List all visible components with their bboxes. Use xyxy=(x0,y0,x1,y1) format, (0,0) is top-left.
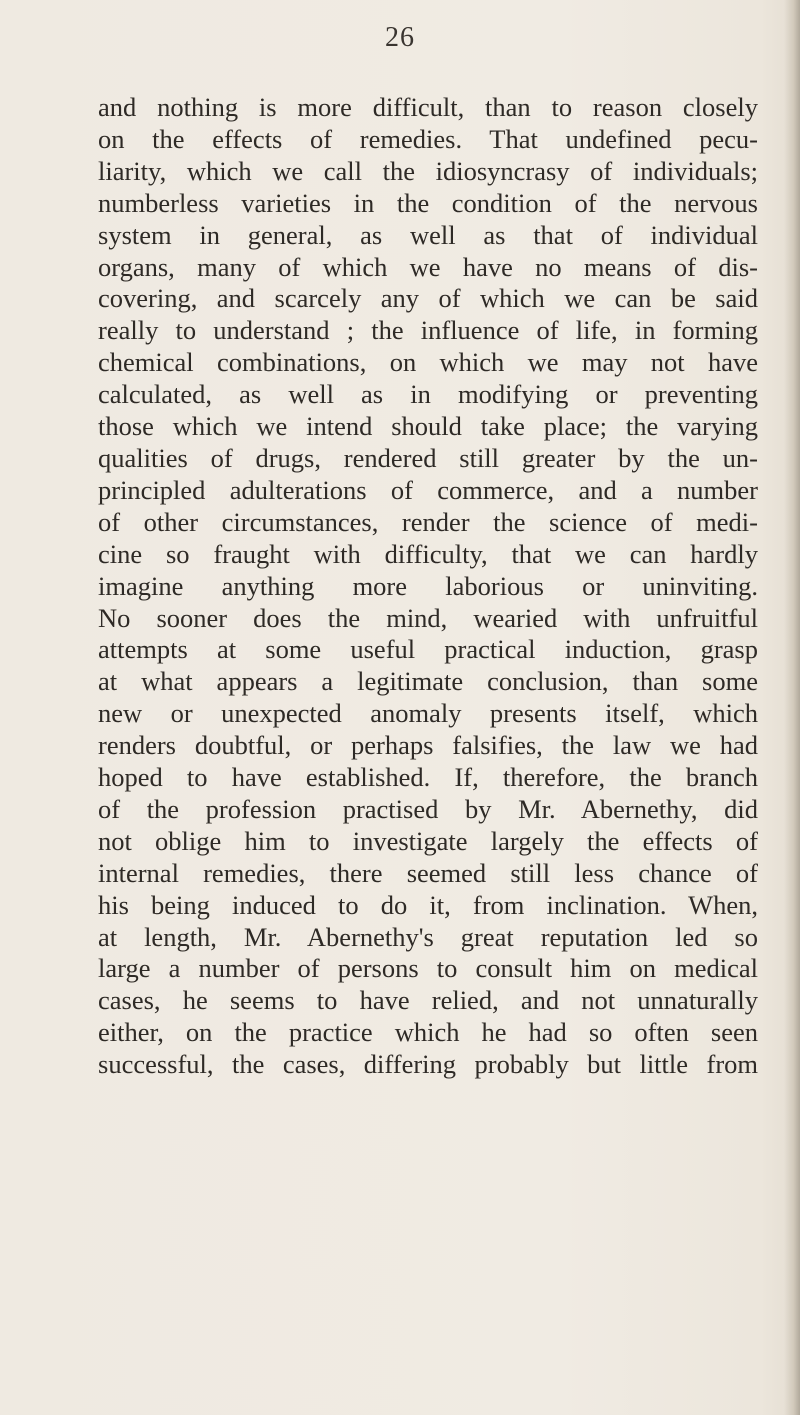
page-number: 26 xyxy=(385,22,415,53)
text-line: of the profession practised by Mr. Abernethy, did xyxy=(98,793,758,824)
body-text xyxy=(98,92,758,1081)
text-line: new or unexpected anomaly presents itself, which xyxy=(98,698,758,729)
page-edge-shadow xyxy=(784,0,800,1415)
text-line: cine so fraught with difficulty, that we can hardly xyxy=(98,538,758,569)
text-line: at what appears a legitimate conclusion, than some xyxy=(98,666,758,697)
text-line: chemical combinations, on which we may not have xyxy=(98,347,758,378)
text-line: those which we intend should take place; the varying xyxy=(98,411,758,442)
text-line: really to understand ; the influence of life, in forming xyxy=(98,315,758,346)
text-line: liarity, which we call the idiosyncrasy of individuals; xyxy=(98,155,758,186)
text-line: covering, and scarcely any of which we can be said xyxy=(98,283,758,314)
text-line: organs, many of which we have no means of dis- xyxy=(98,251,758,282)
text-line: imagine anything more laborious or uninviting. xyxy=(98,570,758,601)
text-line: cases, he seems to have relied, and not unnaturally xyxy=(98,985,758,1016)
text-line: on the effects of remedies. That undefined pecu- xyxy=(98,123,758,154)
text-line: at length, Mr. Abernethy's great reputation led so xyxy=(98,921,758,952)
text-line: either, on the practice which he had so often seen xyxy=(98,1017,758,1048)
text-line: attempts at some useful practical induction, grasp xyxy=(98,634,758,665)
text-line: hoped to have established. If, therefore, the branch xyxy=(98,762,758,793)
text-line: system in general, as well as that of individual xyxy=(98,219,758,250)
text-line: of other circumstances, render the science of medi- xyxy=(98,506,758,537)
text-line: not oblige him to investigate largely the effects of xyxy=(98,825,758,856)
text-line: successful, the cases, differing probably but little from xyxy=(98,1049,758,1080)
text-line: and nothing is more difficult, than to reason closely xyxy=(98,92,758,122)
text-line: renders doubtful, or perhaps falsifies, the law we had xyxy=(98,730,758,761)
text-line: principled adulterations of commerce, and a number xyxy=(98,474,758,505)
text-line: his being induced to do it, from inclination. When, xyxy=(98,889,758,920)
text-line: No sooner does the mind, wearied with unfruitful xyxy=(98,602,758,633)
text-line: calculated, as well as in modifying or preventing xyxy=(98,379,758,410)
text-line: internal remedies, there seemed still less chance of xyxy=(98,857,758,888)
text-line: numberless varieties in the condition of the nervous xyxy=(98,187,758,218)
text-line: large a number of persons to consult him on medical xyxy=(98,953,758,984)
text-line: qualities of drugs, rendered still greater by the un- xyxy=(98,442,758,473)
